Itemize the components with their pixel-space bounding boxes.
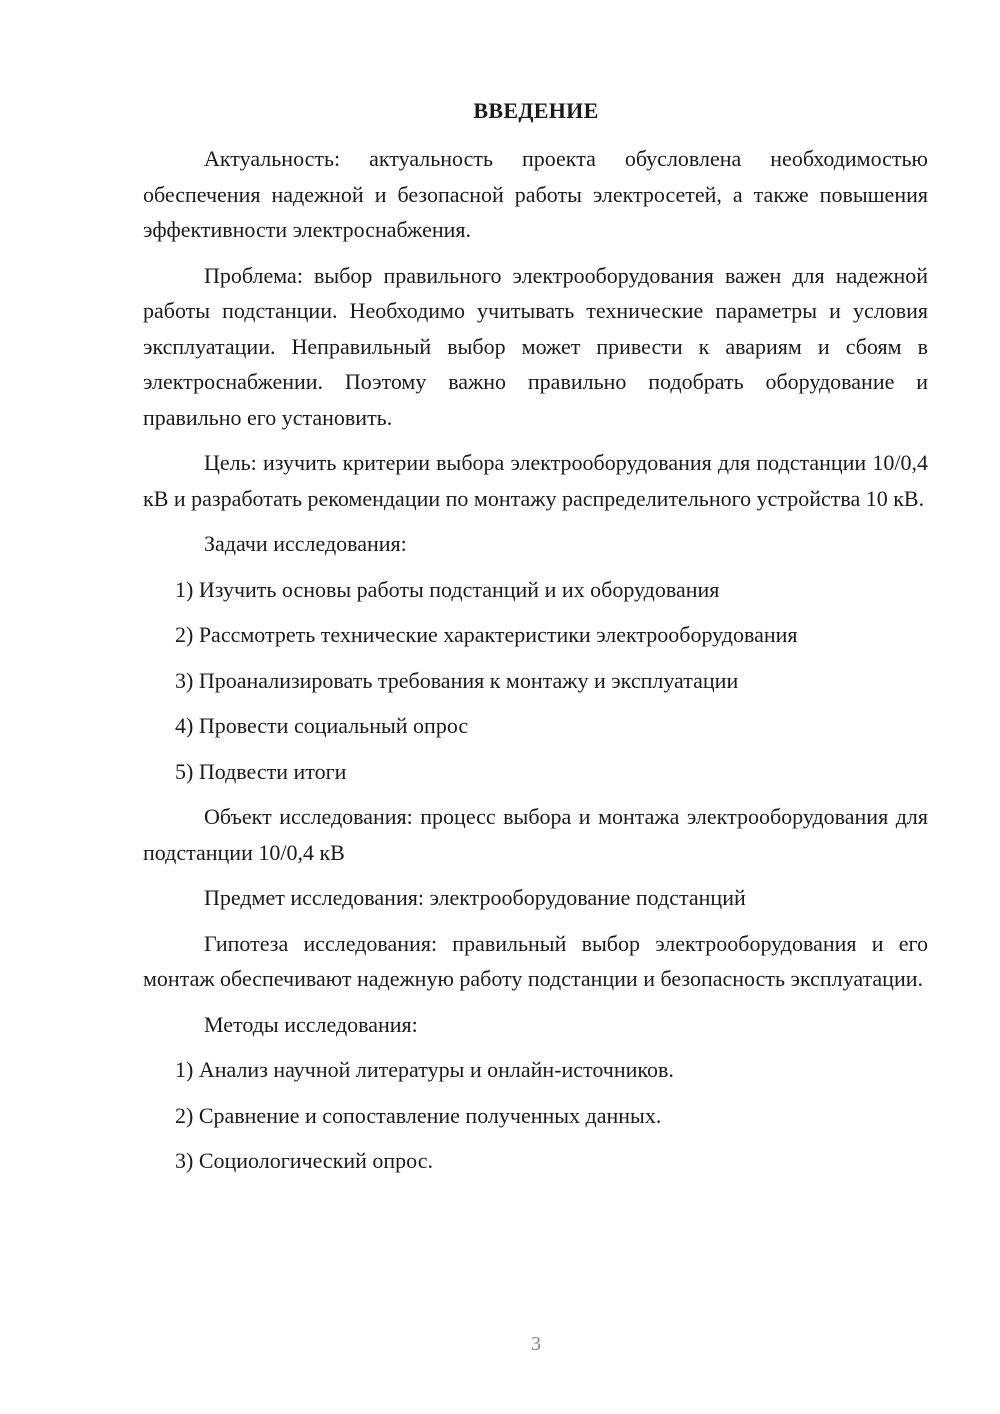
list-item: 2) Сравнение и сопоставление полученных данных. (175, 1102, 662, 1128)
list-item: 4) Провести социальный опрос (175, 713, 469, 738)
document-body (143, 141, 928, 1189)
page-title: ВВЕДЕНИЕ (473, 98, 599, 123)
paragraph-problem: Проблема: выбор правильного электрооборудования важен для надежной работы подстанции. Необходимо учитывать технические параметры и условия эксплуатации. Неправильный выбор может привести к авариям и сбоям в электроснабжении. Поэтому важно правильно подобрать оборудование и правильно его установить. (143, 262, 928, 430)
paragraph-goal: Цель: изучить критерии выбора электрооборудования для подстанции 10/0,4 кВ и разработать рекомендации по монтажу распределительного устройства 10 кВ. (143, 450, 928, 511)
list-item: 5) Подвести итоги (175, 758, 347, 784)
list-item: 1) Изучить основы работы подстанций и их оборудования (175, 576, 720, 602)
methods-heading: Методы исследования: (204, 1011, 418, 1037)
paragraph-hypothesis: Гипотеза исследования: правильный выбор электрооборудования и его монтаж обеспечивают надежную работу подстанции и безопасность эксплуатации. (143, 930, 928, 991)
tasks-heading: Задачи исследования: (204, 531, 407, 556)
paragraph-relevance: Актуальность: актуальность проекта обусловлена необходимостью обеспечения надежной и безопасной работы электросетей, а также повышения эффективности электроснабжения. (143, 146, 928, 242)
list-item: 1) Анализ научной литературы и онлайн-источников. (175, 1057, 674, 1082)
paragraph-subject: Предмет исследования: электрооборудование подстанций (204, 885, 746, 910)
list-item: 3) Проанализировать требования к монтажу и эксплуатации (175, 667, 739, 693)
page-number: 3 (531, 1333, 541, 1355)
paragraph-object: Объект исследования: процесс выбора и монтажа электрооборудования для подстанции 10/0,4 кВ (143, 804, 928, 865)
list-item: 2) Рассмотреть технические характеристики электрооборудования (175, 622, 798, 647)
list-item: 3) Социологический опрос. (175, 1148, 433, 1173)
